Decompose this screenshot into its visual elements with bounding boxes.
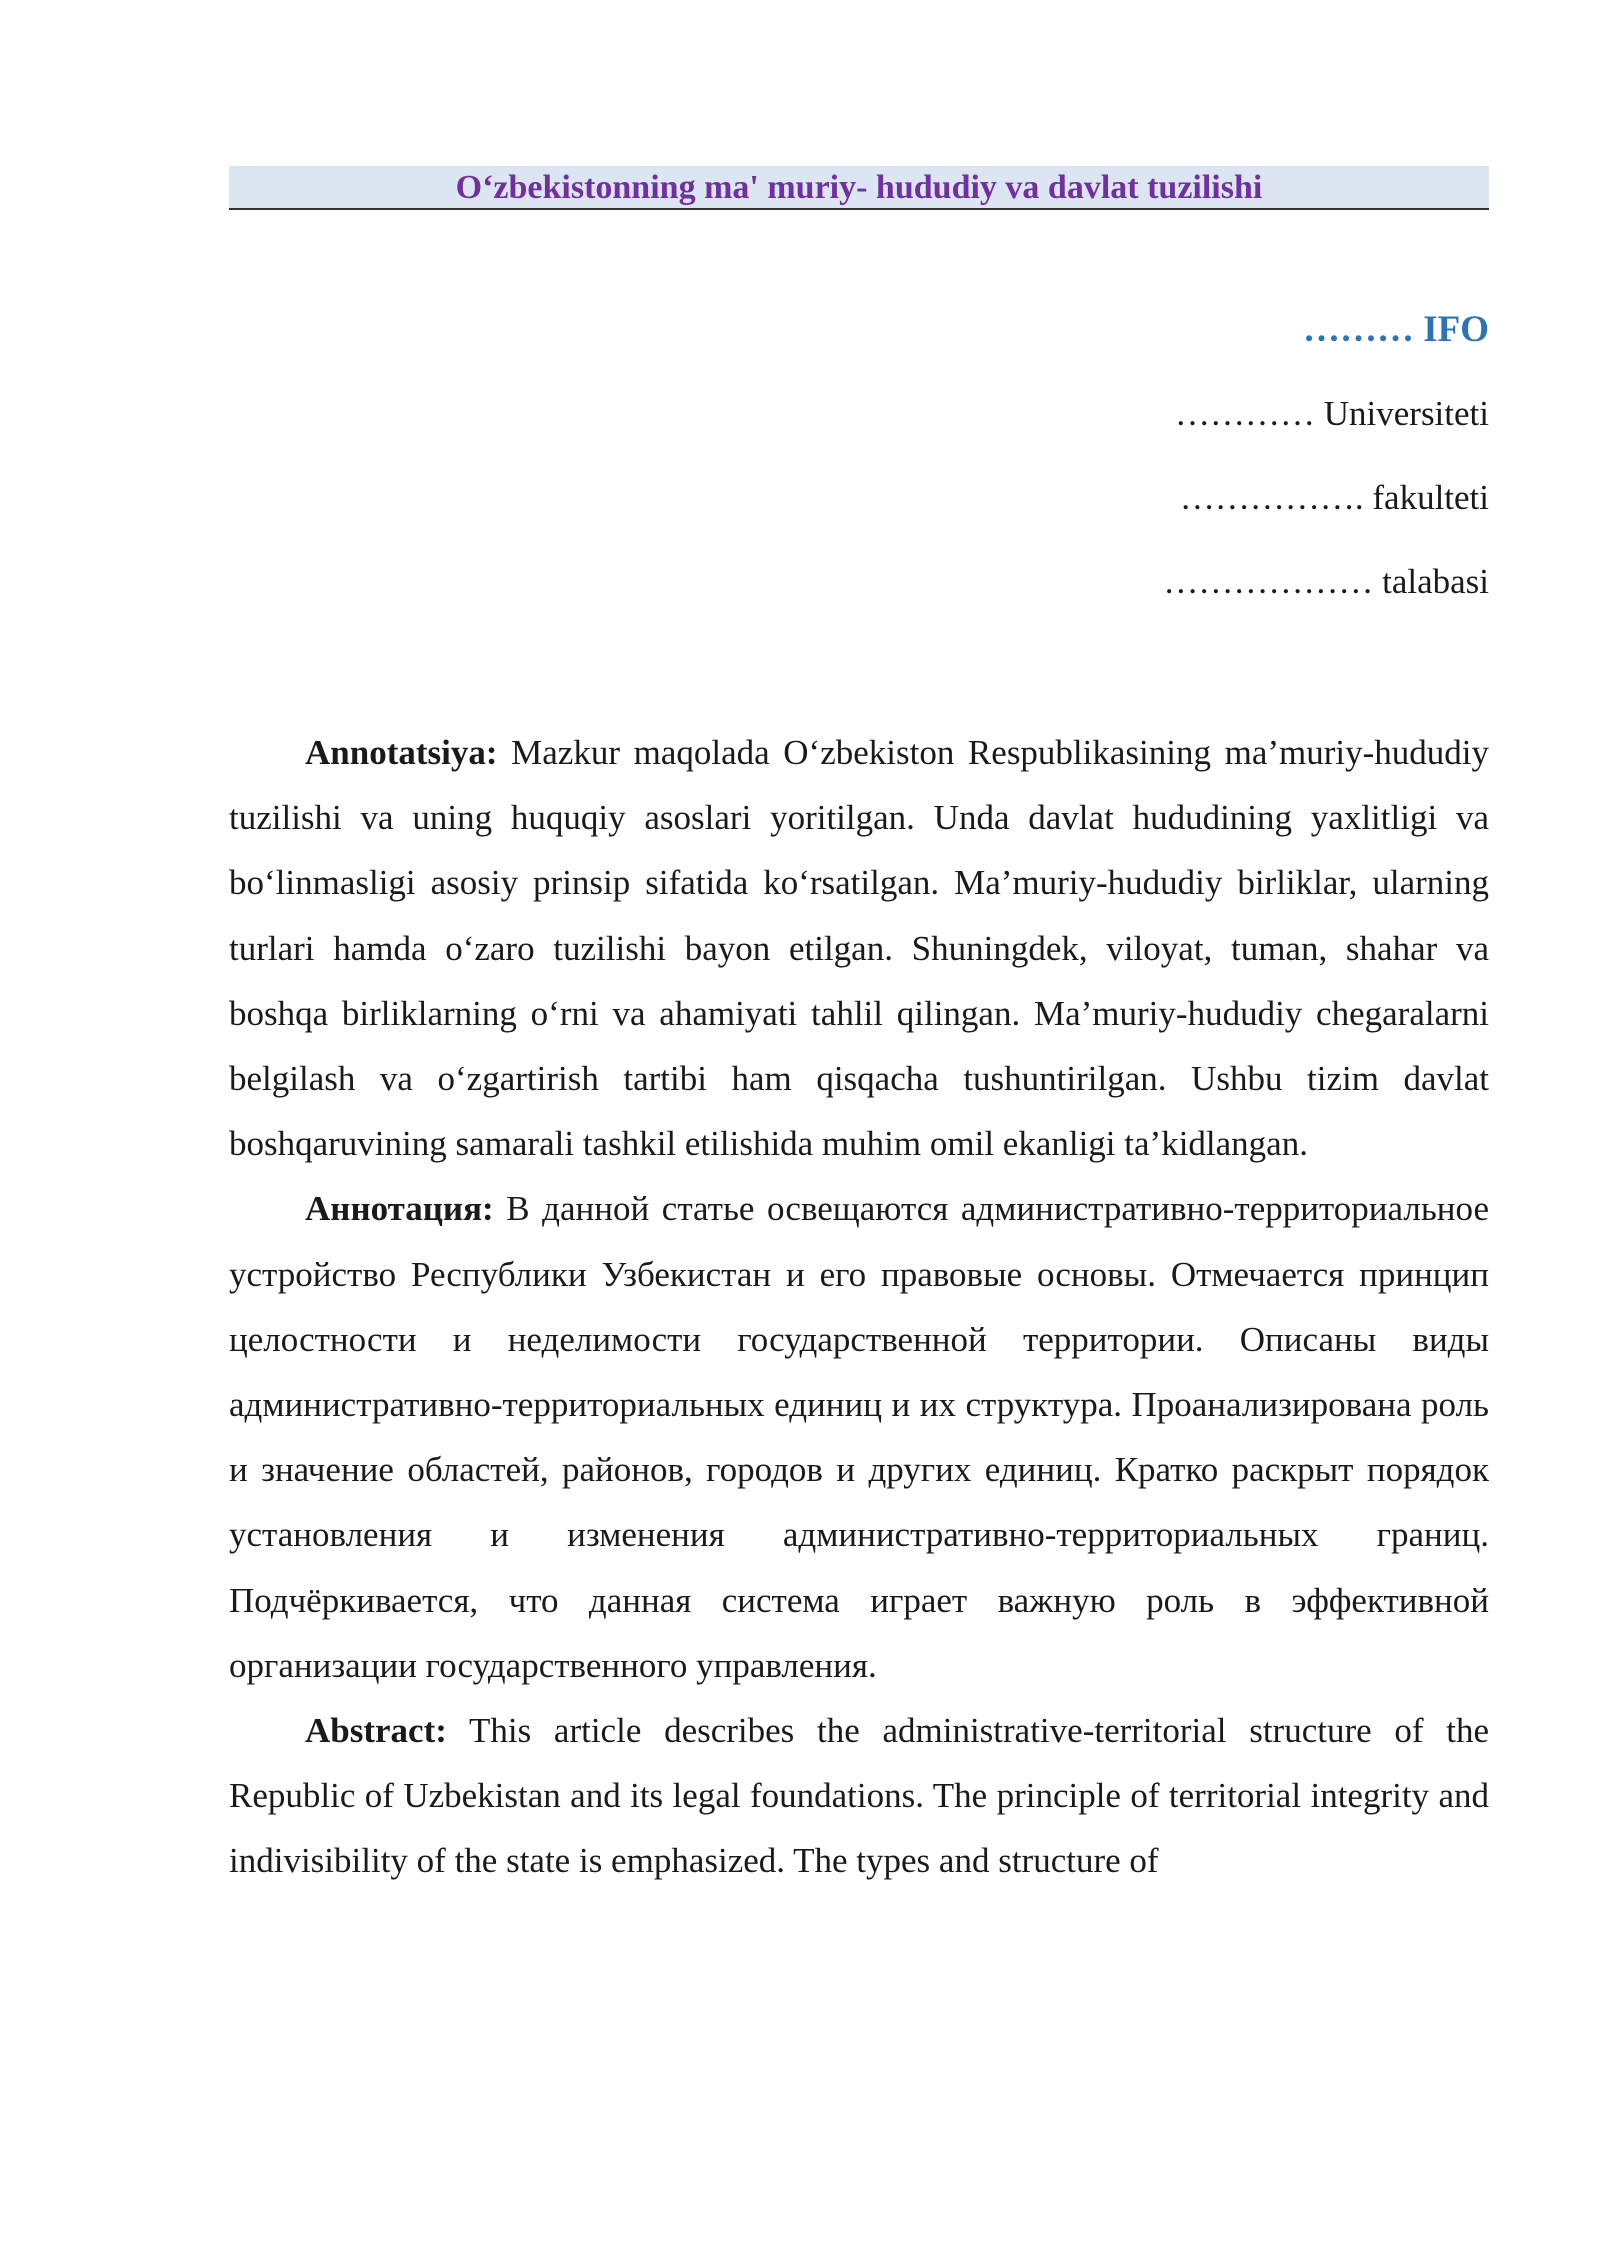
abstracts-section xyxy=(229,720,1489,1894)
abstract-uzbek xyxy=(229,720,1489,1176)
abstract-russian-label: Аннотация: xyxy=(305,1189,494,1229)
abstract-uzbek-label: Annotatsiya: xyxy=(305,733,498,772)
author-university: ………… Universiteti xyxy=(1175,394,1489,433)
author-university-line xyxy=(229,386,1489,470)
abstract-english-text: This article describes the administrative-territorial structure of the Republic of Uzbekistan and its legal foundations. The principle of territorial integrity and indivisibility of the state is emphasized. The types and structure of xyxy=(229,1711,1489,1881)
author-name-line xyxy=(229,302,1489,386)
author-student-line xyxy=(229,554,1489,638)
abstract-uzbek-text: Mazkur maqolada O‘zbekiston Respublikasining ma’muriy-hududiy tuzilishi va uning huquqiy asoslari yoritilgan. Unda davlat hududining yaxlitligi va bo‘linmasligi asosiy prinsip sifatida ko‘rsatilgan. Ma’muriy-hududiy birliklar, ularning turlari hamda o‘zaro tuzilishi bayon etilgan. Shuningdek, viloyat, tuman, shahar va boshqa birliklarning o‘rni va ahamiyati tahlil qilingan. Ma’muriy-hududiy chegaralarni belgilash va o‘zgartirish tartibi ham qisqacha tushuntirilgan. Ushbu tizim davlat boshqaruvining samarali tashkil etilishida muhim omil ekanligi ta’kidlangan. xyxy=(229,733,1489,1164)
author-faculty: ……………. fakulteti xyxy=(1179,478,1489,517)
author-info xyxy=(229,302,1489,638)
author-student: ……………… talabasi xyxy=(1163,562,1489,601)
abstract-russian xyxy=(229,1176,1489,1698)
author-name: ……… IFO xyxy=(1302,309,1489,350)
article-title: O‘zbekistonning ma' muriy- hududiy va davlat tuzilishi xyxy=(455,169,1263,206)
abstract-russian-text: В данной статье освещаются административно-территориальное устройство Республики Узбекистан и его правовые основы. Отмечается принцип целостности и неделимости государственной территории. Описаны виды административно-территориальных единиц и их структура. Проанализирована роль и значение областей, районов, городов и других единиц. Кратко раскрыт порядок установления и изменения административно-территориальных границ. Подчёркивается, что данная система играет важную роль в эффективной организации государственного управления. xyxy=(229,1189,1489,1685)
title-banner xyxy=(229,166,1489,210)
author-faculty-line xyxy=(229,470,1489,554)
abstract-english-label: Abstract: xyxy=(305,1711,447,1751)
abstract-english xyxy=(229,1698,1489,1894)
